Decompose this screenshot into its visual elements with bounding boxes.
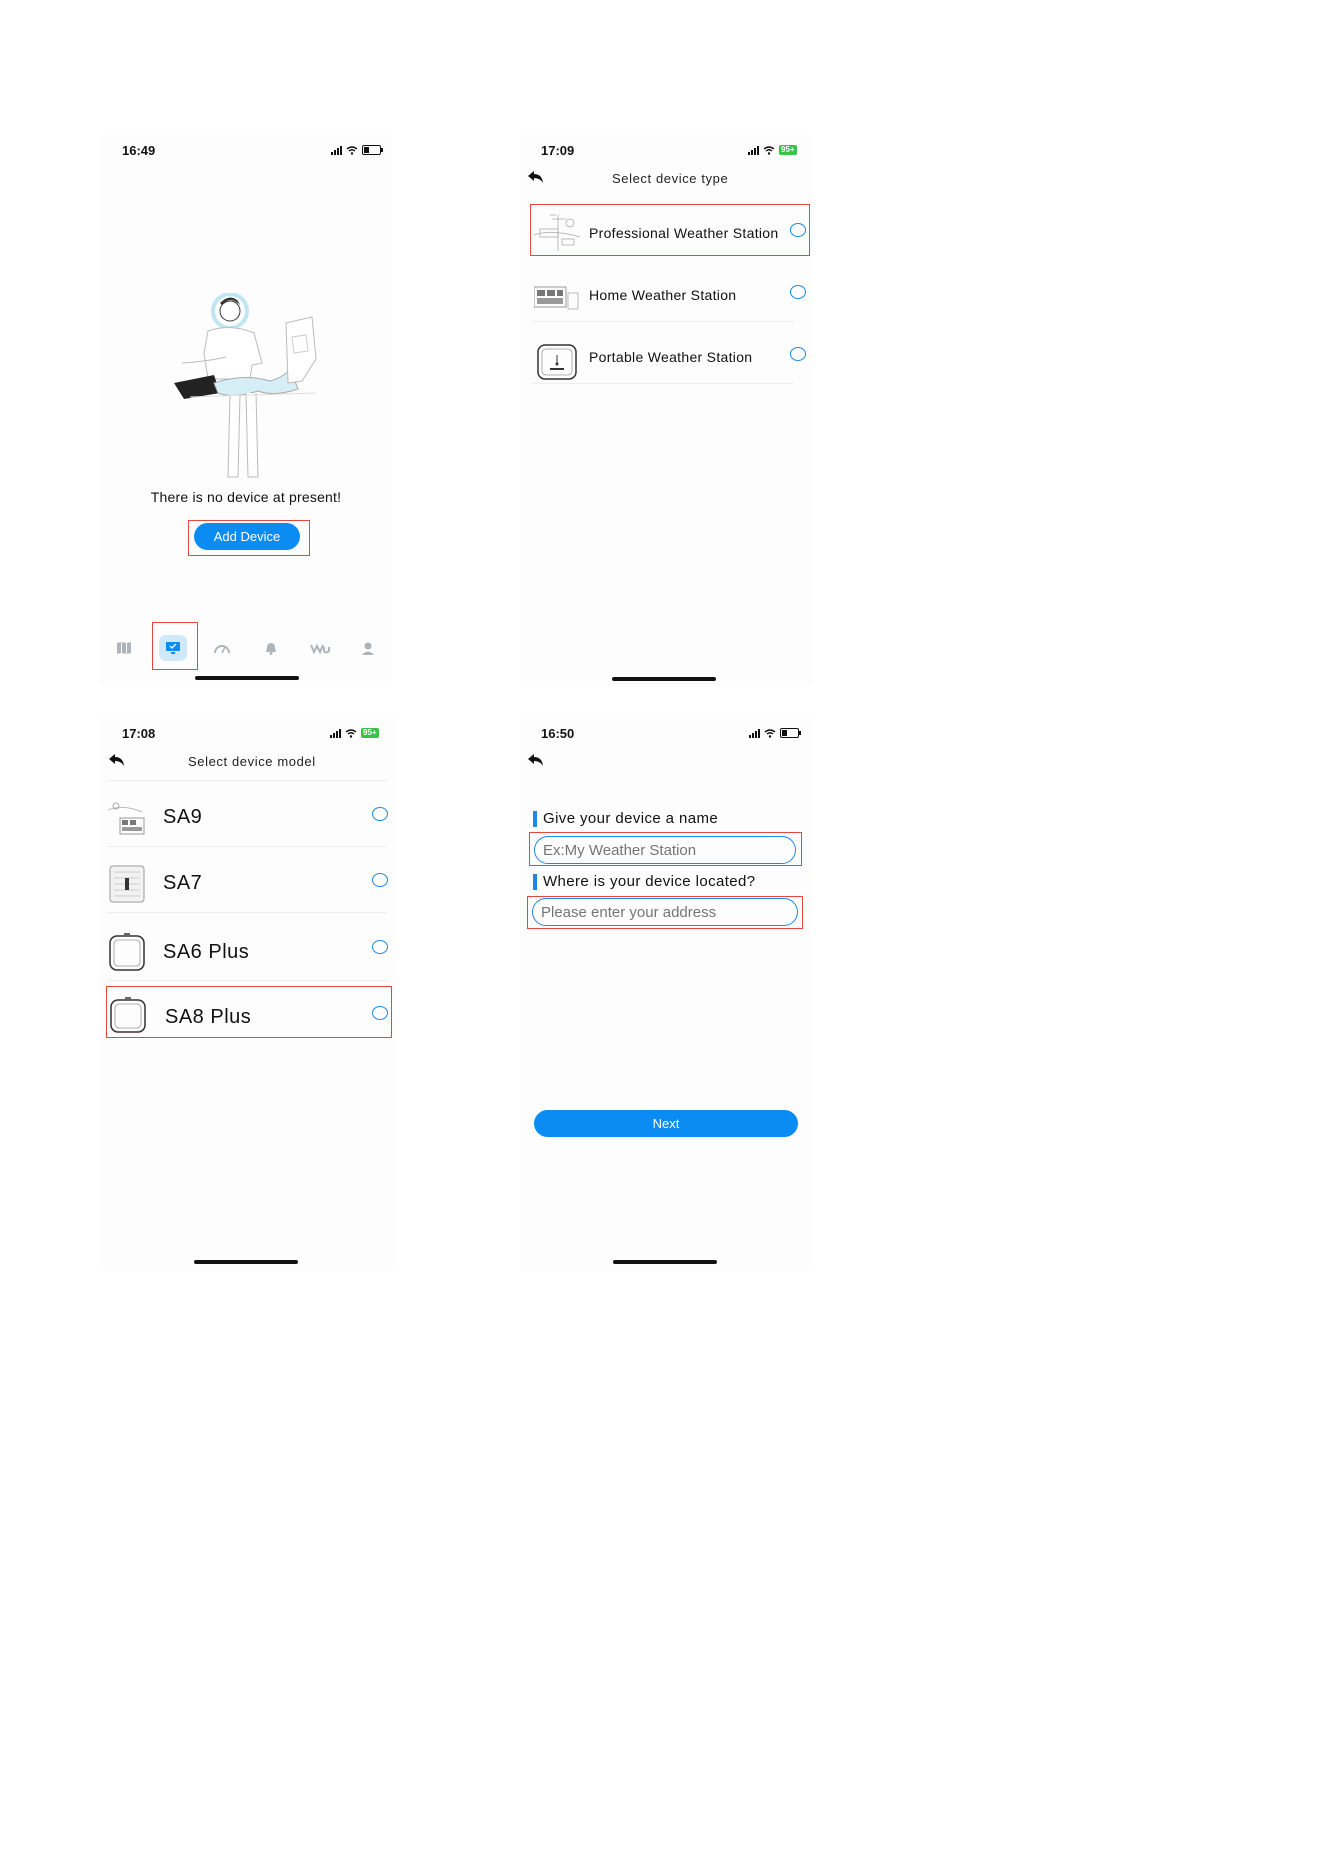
name-heading: Give your device a name [543,810,719,827]
highlight-box-add-device [188,520,310,556]
sa6-plus-device-icon [108,932,146,972]
list-item-label: SA8 Plus [165,1006,252,1028]
battery-level: 95+ [363,728,377,737]
empty-illustration [174,293,320,479]
home-indicator [613,1260,717,1264]
screen-select-device-model [100,718,396,1270]
wifi-icon [345,729,357,738]
status-icons [749,728,799,738]
page-title: Select device type [612,171,729,186]
signal-icon [748,146,759,155]
status-time: 16:49 [122,143,156,158]
home-station-icon [534,285,580,311]
home-indicator [612,677,716,681]
map-icon[interactable] [117,642,131,654]
battery-level: 95+ [781,145,795,154]
status-time: 17:08 [122,726,156,741]
empty-message: There is no device at present! [150,489,342,505]
portable-station-icon [536,341,578,383]
list-item-home[interactable] [532,273,810,319]
signal-icon [749,729,760,738]
screen-select-device-type [520,135,812,685]
sa9-device-icon [106,798,146,838]
divider [107,780,387,781]
list-item-label: Portable Weather Station [589,349,753,365]
highlight-box-name [529,832,802,866]
gauge-icon[interactable] [214,642,230,654]
highlight-box-device-tab [152,622,198,670]
divider [107,912,387,913]
divider [107,846,387,847]
screen-no-device [100,135,392,685]
status-icons [330,728,379,738]
battery-icon [362,145,381,155]
location-heading: Where is your device located? [543,873,756,890]
bell-icon[interactable] [265,642,277,655]
radio-sa9[interactable] [372,807,388,821]
list-item-label: SA6 Plus [163,941,250,963]
list-item-sa6-plus[interactable] [106,924,390,978]
list-item-label: Home Weather Station [589,287,737,303]
list-item-portable[interactable] [532,331,810,383]
home-indicator [194,1260,298,1264]
divider [532,321,794,322]
status-time: 17:09 [541,143,575,158]
user-icon[interactable] [362,642,374,655]
screen-name-device [520,718,812,1270]
radio-portable[interactable] [790,347,806,361]
page-title: Select device model [188,754,316,769]
list-item-label: Professional Weather Station [589,225,779,241]
list-item-sa7[interactable] [106,858,390,910]
next-button[interactable]: Next [534,1110,798,1137]
back-arrow-icon[interactable] [109,754,125,767]
list-item-label: SA9 [163,806,203,828]
list-item-sa9[interactable] [106,792,390,844]
highlight-box-professional [530,204,810,256]
status-time: 16:50 [541,726,575,741]
status-icons [748,145,797,155]
back-arrow-icon[interactable] [528,754,544,767]
home-indicator [195,676,299,680]
wu-icon[interactable] [310,643,330,654]
highlight-box-address [527,896,803,929]
add-device-button[interactable]: Add Device [194,523,300,550]
wifi-icon [346,146,358,155]
list-item-label: SA7 [163,872,203,894]
back-arrow-icon[interactable] [528,171,544,184]
battery-icon [780,728,799,738]
radio-sa6-plus[interactable] [372,940,388,954]
wifi-icon [764,729,776,738]
sa7-device-icon [108,864,146,904]
signal-icon [331,146,342,155]
radio-home[interactable] [790,285,806,299]
section-marker [533,874,537,890]
section-marker [533,811,537,827]
wifi-icon [763,146,775,155]
radio-sa7[interactable] [372,873,388,887]
status-icons [331,145,381,155]
divider [107,980,387,981]
divider [532,383,794,384]
highlight-box-sa8-plus [106,986,392,1038]
signal-icon [330,729,341,738]
